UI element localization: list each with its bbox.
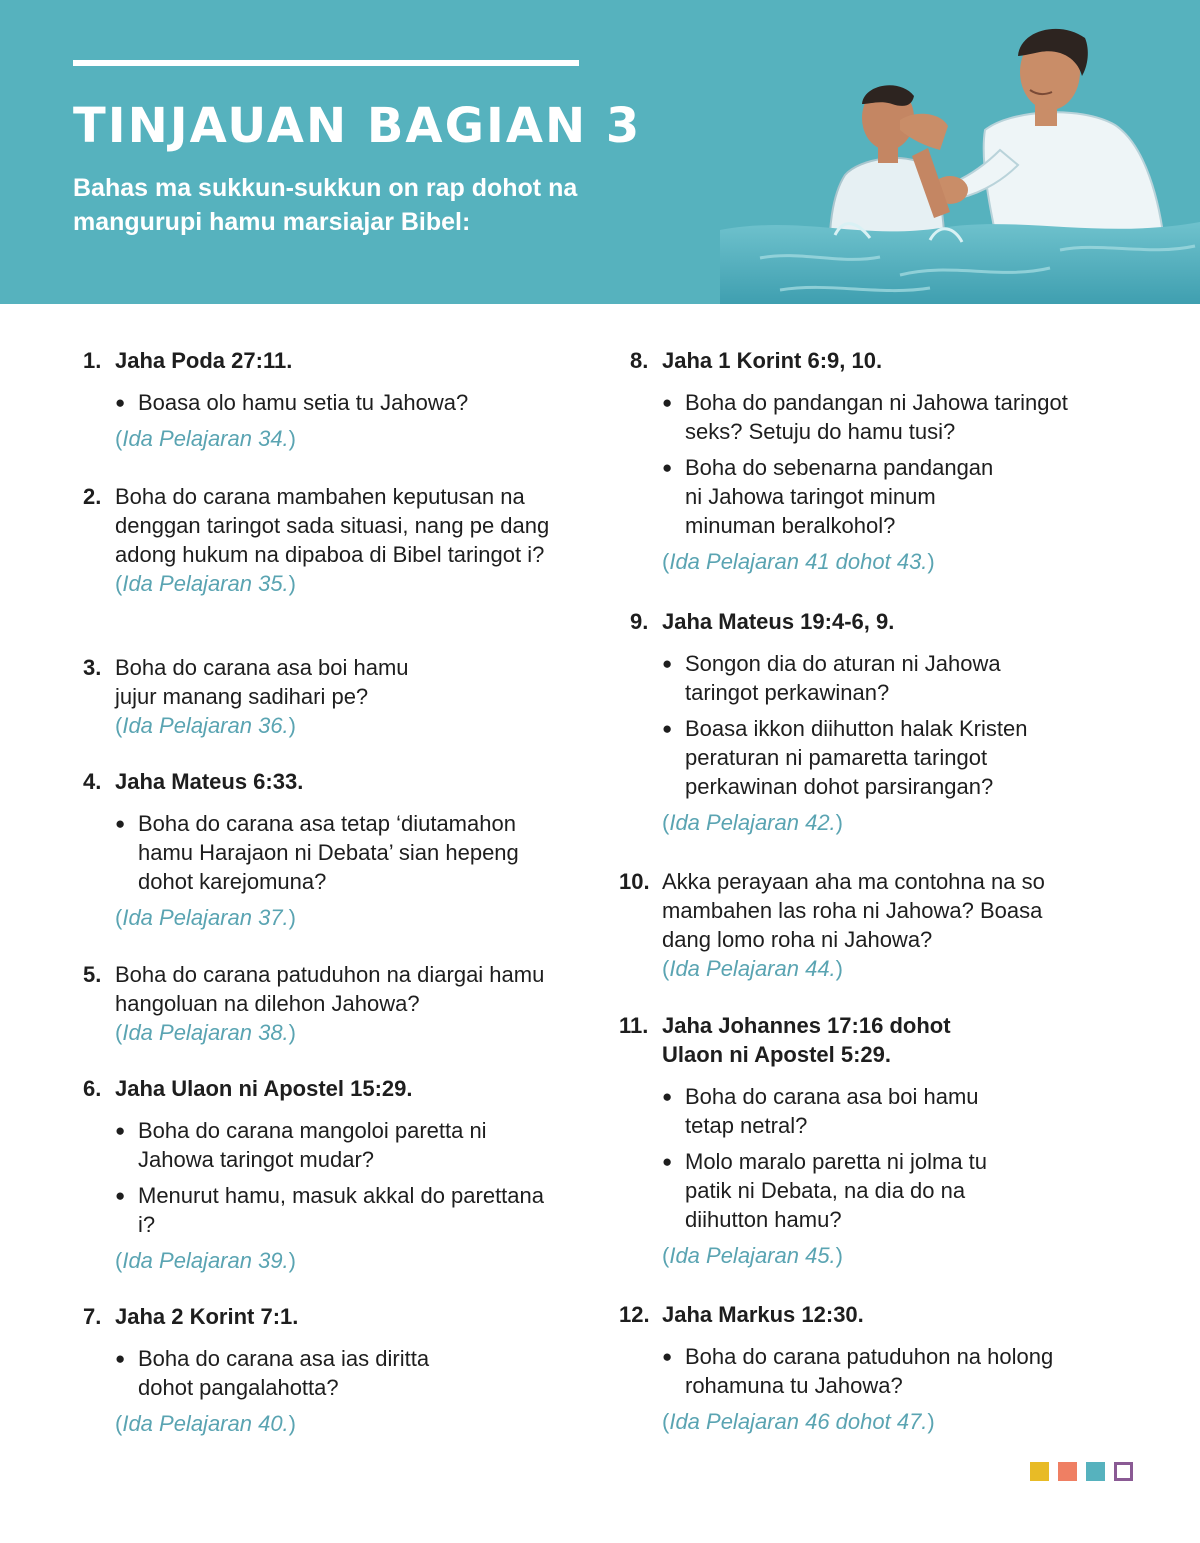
lesson-reference: (Ida Pelajaran 44.) <box>662 956 843 981</box>
review-item-2 <box>83 482 553 598</box>
question-bullet: ● Boha do carana asa boi hamu tetap netral? <box>662 1082 1015 1140</box>
question-bullet: ● Boha do sebenarna pandangan ni Jahowa taringot minum minuman beralkohol? <box>662 453 1015 540</box>
item-number: 2. <box>83 484 102 509</box>
item-number: 7. <box>83 1304 102 1329</box>
scripture-reference: Jaha Markus 12:30. <box>662 1302 864 1327</box>
scripture-reference: Jaha Mateus 6:33. <box>115 769 304 794</box>
scripture-reference: Jaha 2 Korint 7:1. <box>115 1304 299 1329</box>
scripture-reference: Jaha Johannes 17:16 dohot Ulaon ni Apostel 5:29. <box>662 1013 951 1067</box>
lesson-reference: (Ida Pelajaran 38.) <box>115 1020 296 1045</box>
scripture-reference: Jaha Ulaon ni Apostel 15:29. <box>115 1076 413 1101</box>
purple-square <box>1114 1462 1133 1481</box>
question-bullet: ● Boha do carana asa tetap ‘diutamahon hamu Harajaon ni Debata’ sian hepeng dohot karejomuna? <box>115 809 553 896</box>
review-item-5 <box>83 960 583 1047</box>
scripture-reference: Jaha Mateus 19:4-6, 9. <box>662 609 895 634</box>
lesson-reference: (Ida Pelajaran 37.) <box>115 905 296 930</box>
item-number: 8. <box>630 348 649 373</box>
yellow-square <box>1030 1462 1049 1481</box>
question-bullet: ● Boha do pandangan ni Jahowa taringot seks? Setuju do hamu tusi? <box>662 388 1110 446</box>
question-bullet: ● Menurut hamu, masuk akkal do parettana i? <box>115 1181 563 1239</box>
question-bullet: ● Boasa ikkon diihutton halak Kristen peraturan ni pamaretta taringot perkawinan dohot parsirangan? <box>662 714 1070 801</box>
lesson-reference: (Ida Pelajaran 42.) <box>662 810 843 835</box>
lesson-reference: (Ida Pelajaran 39.) <box>115 1248 296 1273</box>
lesson-reference: (Ida Pelajaran 35.) <box>115 571 296 596</box>
lesson-reference: (Ida Pelajaran 36.) <box>115 713 296 738</box>
header-rule <box>73 60 579 66</box>
review-item-6 <box>83 1074 563 1275</box>
question-text: Boha do carana mambahen keputusan na denggan taringot sada situasi, nang pe dang adong hukum na dipaboa di Bibel taringot i? <box>115 484 550 567</box>
question-text: Akka perayaan aha ma contohna na so mambahen las roha ni Jahowa? Boasa dang lomo roha ni Jahowa? <box>662 869 1045 952</box>
page-subtitle: Bahas ma sukkun-sukkun on rap dohot na mangurupi hamu marsiajar Bibel: <box>73 174 578 236</box>
review-item-8 <box>630 346 1110 576</box>
question-bullet: ● Boasa olo hamu setia tu Jahowa? <box>115 388 563 417</box>
question-bullet: ● Songon dia do aturan ni Jahowa taringot perkawinan? <box>662 649 1030 707</box>
question-text: Boha do carana asa boi hamu jujur manang sadihari pe? <box>115 655 409 709</box>
orange-square <box>1058 1462 1077 1481</box>
question-bullet: ● Boha do carana asa ias diritta dohot pangalahotta? <box>115 1344 483 1402</box>
review-item-11 <box>619 1011 1069 1270</box>
scripture-reference: Jaha Poda 27:11. <box>115 348 293 373</box>
teal-square <box>1086 1462 1105 1481</box>
review-item-1 <box>83 346 563 453</box>
item-number: 9. <box>630 609 649 634</box>
scripture-reference: Jaha 1 Korint 6:9, 10. <box>662 348 883 373</box>
review-item-4 <box>83 767 553 932</box>
item-number: 1. <box>83 348 102 373</box>
review-item-9 <box>630 607 1070 837</box>
lesson-reference: (Ida Pelajaran 34.) <box>115 426 296 451</box>
lesson-reference: (Ida Pelajaran 40.) <box>115 1411 296 1436</box>
item-number: 6. <box>83 1076 102 1101</box>
item-number: 4. <box>83 769 102 794</box>
item-number: 10. <box>619 869 650 894</box>
review-item-7 <box>83 1302 483 1438</box>
lesson-reference: (Ida Pelajaran 41 dohot 43.) <box>662 549 935 574</box>
question-bullet: ● Molo maralo paretta ni jolma tu patik ni Debata, na dia do na diihutton hamu? <box>662 1147 995 1234</box>
lesson-reference: (Ida Pelajaran 45.) <box>662 1243 843 1268</box>
review-item-3 <box>83 653 433 740</box>
question-text: Boha do carana patuduhon na diargai hamu hangoluan na dilehon Jahowa? <box>115 962 545 1016</box>
question-bullet: ● Boha do carana patuduhon na holong rohamuna tu Jahowa? <box>662 1342 1089 1400</box>
page-title: TINJAUAN BAGIAN 3 <box>73 98 642 154</box>
item-number: 12. <box>619 1302 650 1327</box>
review-item-12 <box>619 1300 1089 1436</box>
item-number: 3. <box>83 655 102 680</box>
item-number: 11. <box>619 1013 649 1038</box>
baptism-illustration <box>720 0 1200 304</box>
review-item-10 <box>619 867 1069 983</box>
header-banner <box>0 0 1200 304</box>
item-number: 5. <box>83 962 102 987</box>
lesson-reference: (Ida Pelajaran 46 dohot 47.) <box>662 1409 935 1434</box>
question-bullet: ● Boha do carana mangoloi paretta ni Jahowa taringot mudar? <box>115 1116 563 1174</box>
